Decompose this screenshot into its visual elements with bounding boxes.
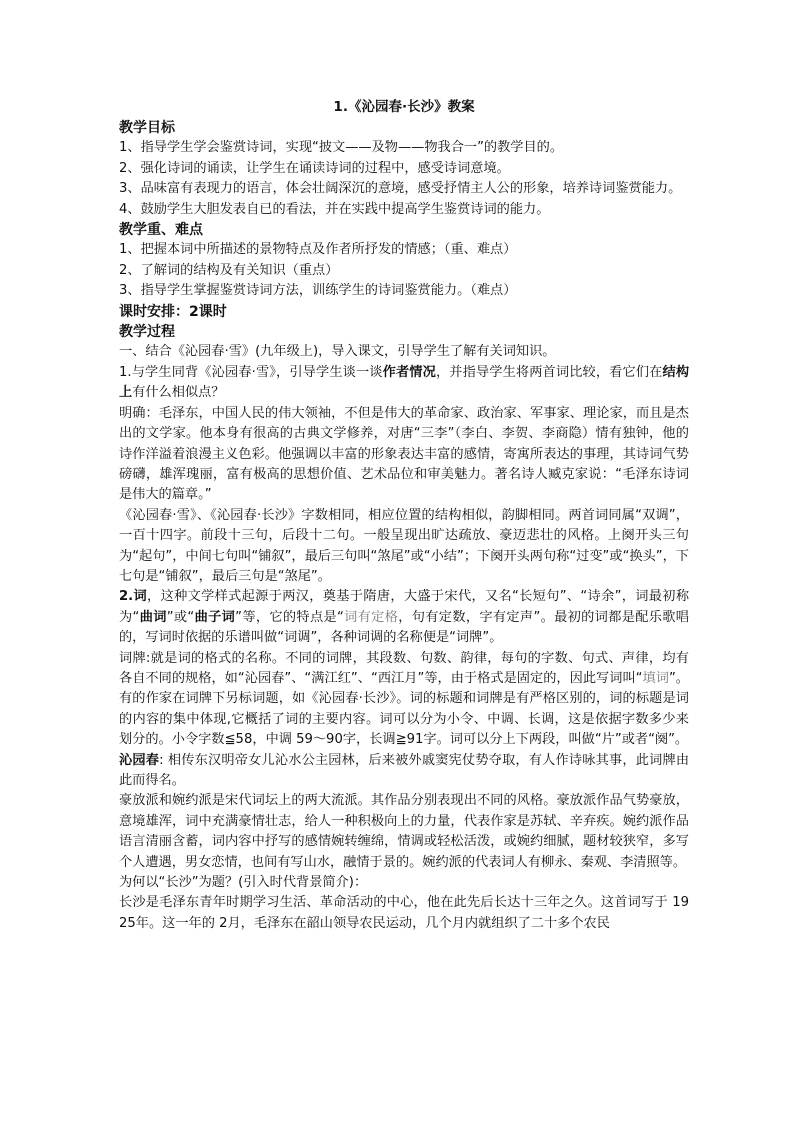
qinyuanchun-paragraph	[119, 751, 689, 792]
cipai-gray-text: 填词	[642, 670, 669, 686]
cipai-paragraph	[119, 649, 689, 751]
section-heading-schedule: 课时安排：2课时	[119, 303, 227, 320]
comparison-paragraph: 《沁园春·雪》、《沁园春·长沙》字数相同，相应位置的结构相似，韵脚相同。两首词同属“双调”，一百十四字。前段十三句，后段十二句。一般呈现出旷达疏放、豪迈悲壮的风格。上阕开头三句为“起句”，中间七句叫“铺叙”，最后三句叫“煞尾”或“小结”；下阕开头两句称“过变”或“换头”，下七句是“铺叙”，最后三句是“煞尾”。	[119, 507, 689, 584]
changsha-paragraph: 长沙是毛泽东青年时期学习生活、革命活动的中心，他在此先后长达十三年之久。这首词写于 1925年。这一年的 2月，毛泽东在韶山领导农民运动，几个月内就组织了二十多个农民	[119, 895, 689, 931]
process-intro: 一、结合《沁园春·雪》(九年级上)，导入课文，引导学生了解有关词知识。	[119, 344, 556, 360]
question-text: 有什么相似点？	[132, 385, 225, 401]
ci-text: ”等，它的特点是“	[235, 609, 344, 625]
why-changsha: 为何以“长沙”为题？(引入时代背景简介)：	[119, 875, 368, 891]
page-title: 1.《沁园春·长沙》教案	[333, 99, 475, 115]
section-heading-key-points: 教学重、难点	[119, 222, 203, 239]
ci-term-quci: 曲词	[139, 609, 167, 625]
emphasis-structure: 结构上	[119, 364, 690, 401]
goal-item: 4、鼓励学生大胆发表自已的看法，并在实践中提高学生鉴赏诗词的能力。	[119, 201, 550, 217]
ci-text: ，句有定数，字有定声”。最初的词都是配乐歌唱的，写词时依据的乐谱叫做“词调”，各种词调的名称便是“词牌”。	[119, 609, 689, 646]
ci-term-quzici: 曲子词	[194, 609, 236, 625]
goal-item: 3、品味富有表现力的语言，体会壮阔深沉的意境，感受抒情主人公的形象，培养诗词鉴赏能力。	[119, 181, 682, 197]
ci-paragraph	[119, 587, 689, 648]
goal-item: 2、强化诗词的诵读，让学生在诵读诗词的过程中，感受诗词意境。	[119, 160, 510, 176]
schools-paragraph: 豪放派和婉约派是宋代词坛上的两大流派。其作品分别表现出不同的风格。豪放派作品气势豪放，意境雄浑，词中充满豪情壮志，给人一种积极向上的力量，代表作家是苏轼、辛弃疾。婉约派作品语言清丽含蓄，词内容中抒写的感情婉转缠绵，情调或轻松活泼，或婉约细腻，题材较狭窄，多写个人遭遇，男女恋情，也间有写山水，融情于景的。婉约派的代表词人有柳永、秦观、李清照等。	[119, 793, 689, 870]
key-point-item: 2、了解词的结构及有关知识（重点）	[119, 262, 339, 278]
ci-gray-text: 词有定格	[343, 609, 399, 625]
ci-term: 2.词	[119, 589, 148, 605]
question-text: 1.与学生同背《沁园春·雪》，引导学生谈一谈	[119, 364, 383, 380]
ci-text: ，这种文学样式起源于两汉，奠基于隋唐，大盛于宋代，又名“长短句”、“诗余”，词最初称为“	[119, 589, 690, 625]
document-page	[119, 96, 689, 934]
section-heading-process: 教学过程	[119, 324, 175, 341]
cipai-text: 词牌:就是词的格式的名称。不同的词牌，其段数、句数、韵律，每句的字数、句式、声律，均有各自不同的规格，如“沁园春”、“满江红”、“西江月”等，由于格式是固定的，因此写词叫“	[119, 650, 689, 686]
section-heading-goals: 教学目标	[119, 120, 175, 136]
question-paragraph	[119, 363, 689, 404]
cipai-text: ”。有的作家在词牌下另标词题，如《沁园春·长沙》。词的标题和词牌是有严格区别的，词的标题是词的内容的集中体现,它概括了词的主要内容。词可以分为小令、中调、长调，这是依据字数多少来划分的。小令字数≦58，中调 59～90字，长调≧91字。词可以分上下两段，叫做“片”或者“阕”。	[119, 670, 689, 748]
emphasis-author: 作者情况	[382, 364, 436, 380]
qinyuanchun-text: : 相传东汉明帝女儿沁水公主园林，后来被外戚窦宪仗势夺取，有人作诗咏其事，此词牌由此而得名。	[119, 752, 690, 788]
answer-paragraph: 明确：毛泽东，中国人民的伟大领袖，不但是伟大的革命家、政治家、军事家、理论家，而且是杰出的文学家。他本身有很高的古典文学修养，对唐“三李”（李白、李贺、李商隐）情有独钟，他的诗作洋溢着浪漫主义色彩。他强调以丰富的形象表达丰富的感情，寄寓所表达的事理，其诗词气势磅礴，雄浑瑰丽，富有极高的思想价值、艺术品位和审美魅力。著名诗人臧克家说：“毛泽东诗词是伟大的篇章。”	[119, 405, 689, 503]
goal-item: 1、指导学生学会鉴赏诗词，实现“披文——及物——物我合一”的教学目的。	[119, 140, 564, 156]
key-point-item: 3、指导学生掌握鉴赏诗词方法，训练学生的诗词鉴赏能力。（难点）	[119, 283, 517, 299]
key-point-item: 1、把握本词中所描述的景物特点及作者所抒发的情感；（重、难点）	[119, 242, 517, 258]
question-text: ，并指导学生将两首词比较，看它们在	[435, 364, 663, 380]
qinyuanchun-term: 沁园春	[119, 752, 160, 768]
ci-text: ”或“	[166, 609, 195, 625]
